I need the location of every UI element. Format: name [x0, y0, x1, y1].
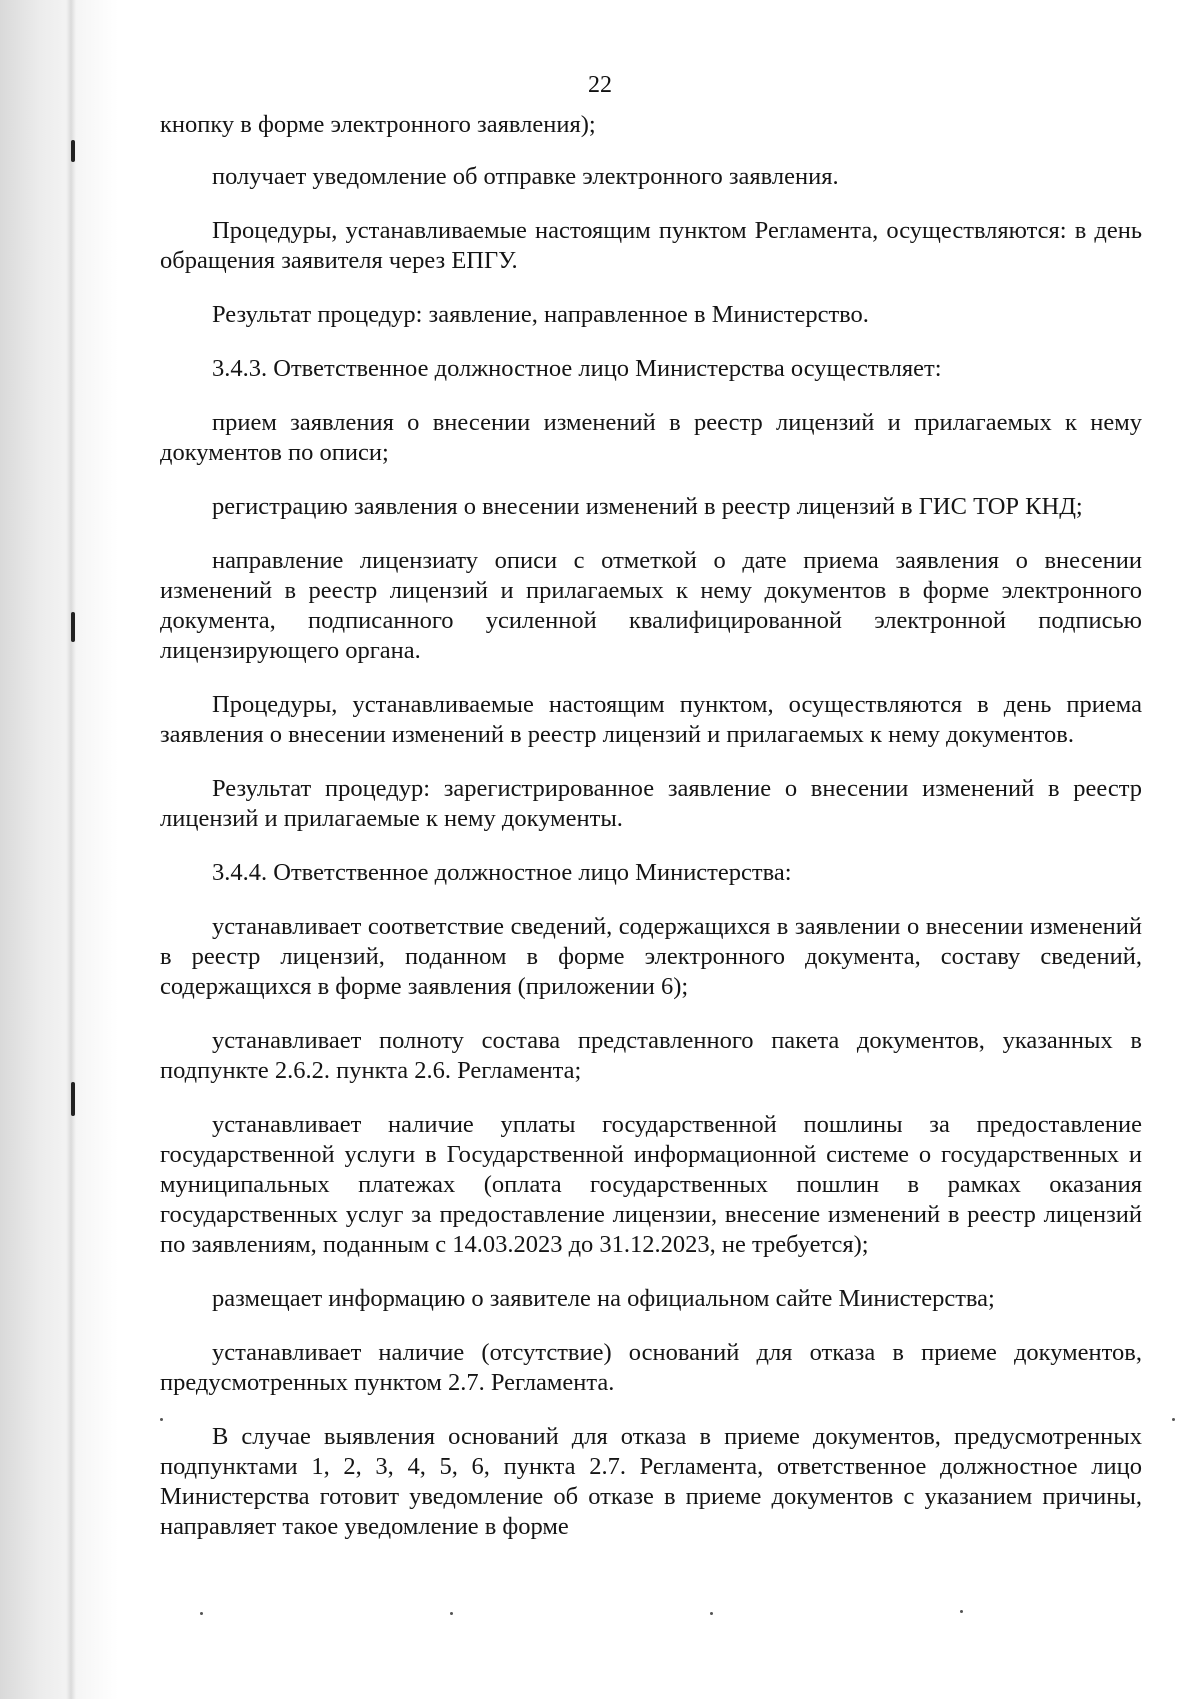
paragraph: устанавливает наличие (отсутствие) оснований для отказа в приеме документов, предусмотренных пунктом 2.7. Регламента.: [160, 1339, 1142, 1396]
paragraph: размещает информацию о заявителе на официальном сайте Министерства;: [212, 1285, 995, 1312]
paragraph: регистрацию заявления о внесении изменений в реестр лицензий в ГИС ТОР КНД;: [212, 493, 1083, 520]
paragraph: получает уведомление об отправке электронного заявления.: [212, 163, 839, 190]
paragraph: Результат процедур: заявление, направленное в Министерство.: [212, 301, 869, 328]
binding-mark: [71, 1082, 75, 1116]
paragraph: устанавливает наличие уплаты государственной пошлины за предоставление государственной услуги в Государственной информационной системе о государственных и муниципальных платежах (оплата государственных пошлин в рамках оказания государственных услуг за предоставление лицензии, внесение изменений в реестр лицензий по заявлениям, поданным с 14.03.2023 до 31.12.2023, не требуется);: [160, 1111, 1142, 1258]
paragraph: 3.4.3. Ответственное должностное лицо Министерства осуществляет:: [212, 355, 942, 382]
paragraph: Процедуры, устанавливаемые настоящим пунктом Регламента, осуществляются: в день обращения заявителя через ЕПГУ.: [160, 217, 1142, 274]
scan-speck: [450, 1612, 453, 1615]
paragraph: кнопку в форме электронного заявления);: [160, 111, 596, 138]
paragraph: 3.4.4. Ответственное должностное лицо Министерства:: [212, 859, 792, 886]
scan-speck: [1172, 1418, 1175, 1421]
scan-speck: [200, 1612, 203, 1615]
paragraph: В случае выявления оснований для отказа в приеме документов, предусмотренных подпунктами 1, 2, 3, 4, 5, 6, пункта 2.7. Регламента, ответственное должностное лицо Министерства готовит уведомление об отказе в приеме документов с указанием причины, направляет такое уведомление в форме: [160, 1423, 1142, 1540]
scan-shadow-edge: [0, 0, 118, 1699]
scan-speck: [960, 1610, 963, 1613]
page-number: 22: [588, 72, 612, 98]
binding-mark: [71, 140, 75, 162]
paragraph: Результат процедур: зарегистрированное заявление о внесении изменений в реестр лицензий и прилагаемые к нему документы.: [160, 775, 1142, 832]
scan-speck: [710, 1612, 713, 1615]
paragraph: прием заявления о внесении изменений в реестр лицензий и прилагаемых к нему документов по описи;: [160, 409, 1142, 466]
paragraph: устанавливает полноту состава представленного пакета документов, указанных в подпункте 2.6.2. пункта 2.6. Регламента;: [160, 1027, 1142, 1084]
binding-mark: [71, 612, 75, 642]
paragraph: направление лицензиату описи с отметкой о дате приема заявления о внесении изменений в реестр лицензий и прилагаемых к нему документов в форме электронного документа, подписанного усиленной квалифицированной электронной подписью лицензирующего органа.: [160, 547, 1142, 664]
paragraph: устанавливает соответствие сведений, содержащихся в заявлении о внесении изменений в реестр лицензий, поданном в форме электронного документа, составу сведений, содержащихся в форме заявления (приложении 6);: [160, 913, 1142, 1000]
paragraph: Процедуры, устанавливаемые настоящим пунктом, осуществляются в день приема заявления о внесении изменений в реестр лицензий и прилагаемых к нему документов.: [160, 691, 1142, 748]
document-body: [160, 110, 1142, 1566]
scan-speck: [160, 1418, 163, 1421]
